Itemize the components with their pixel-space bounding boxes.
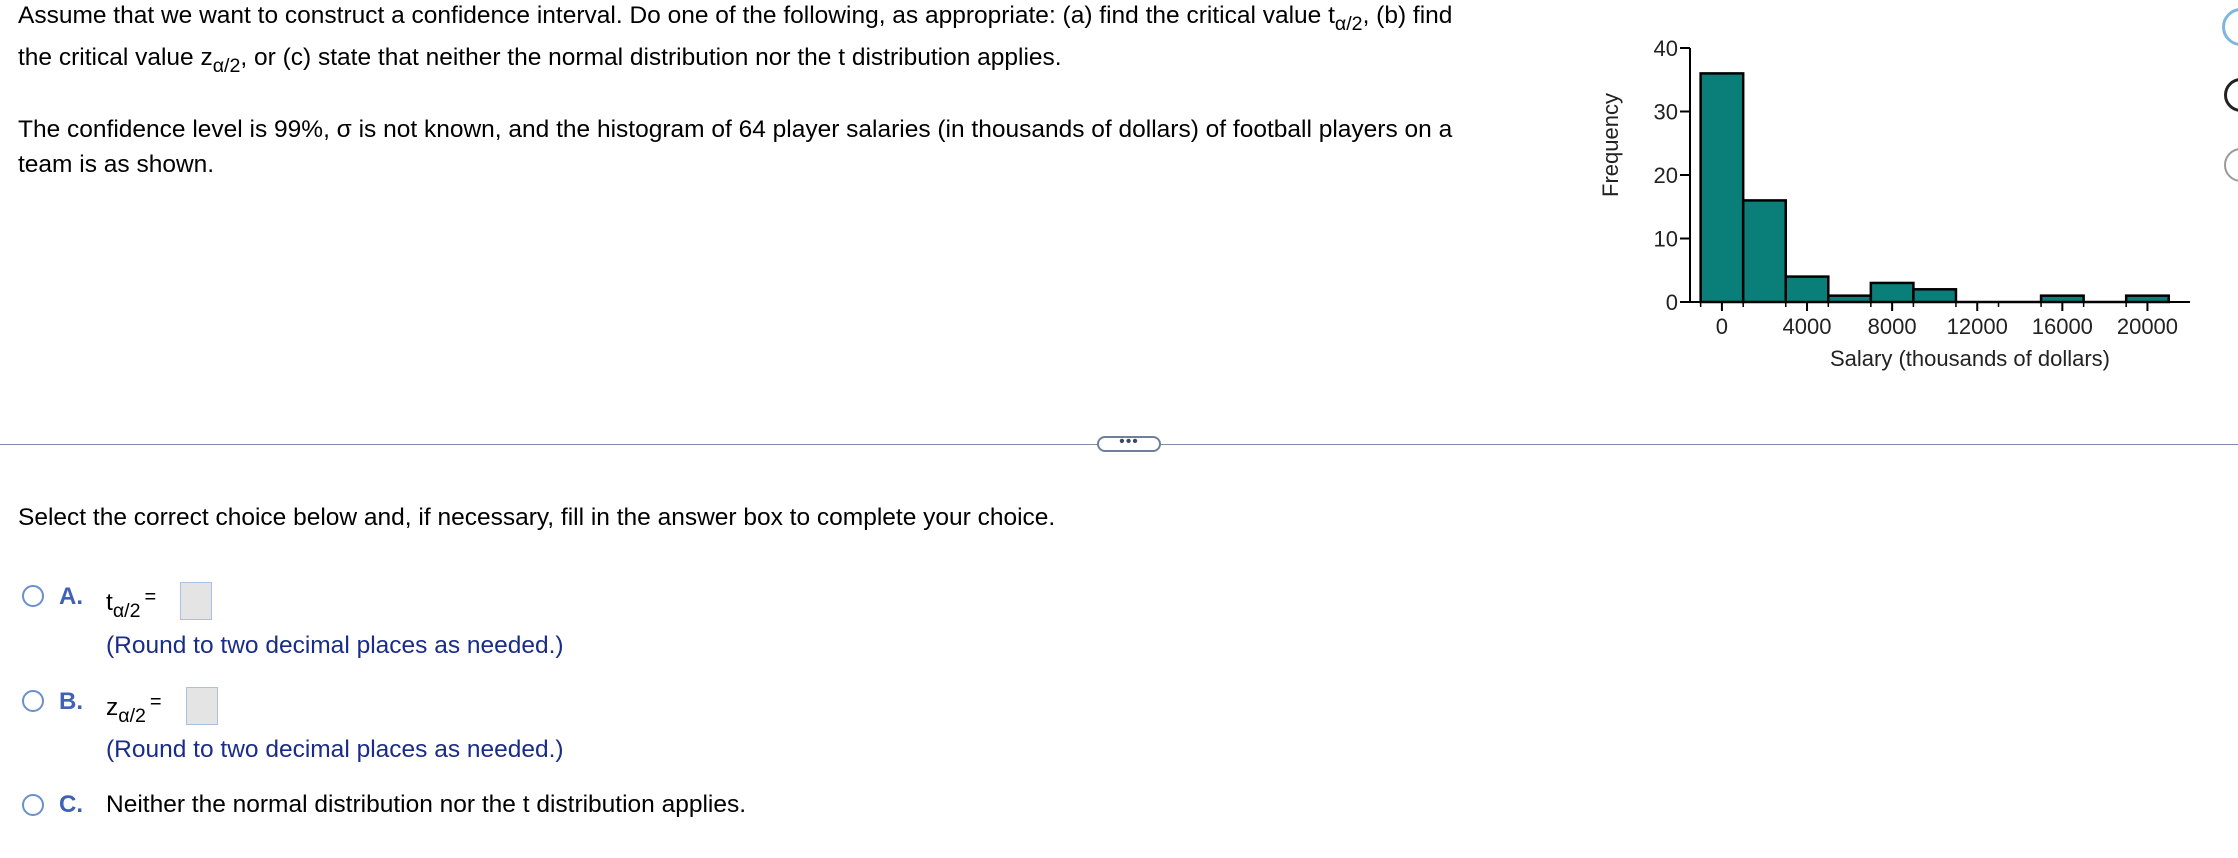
question-line-3-text: The confidence level is 99%, σ is not known, and the histogram of 64 player salaries (in thousands of dollars) of football players on a bbox=[18, 116, 1453, 143]
histogram-bar bbox=[1913, 289, 1956, 302]
y-tick-label: 0 bbox=[1665, 290, 1678, 315]
radio-choice-b[interactable] bbox=[22, 690, 44, 712]
x-tick-label: 16000 bbox=[2031, 314, 2093, 339]
x-tick-label: 8000 bbox=[1867, 314, 1917, 339]
choice-b-variable: z bbox=[106, 694, 119, 721]
x-tick-label: 12000 bbox=[1946, 314, 2008, 339]
x-tick-label: 0 bbox=[1715, 314, 1729, 339]
radio-choice-a[interactable] bbox=[22, 585, 44, 607]
ellipsis-icon: ••• bbox=[1119, 433, 1139, 450]
choice-b-subscript: α/2 bbox=[118, 704, 146, 727]
subscript-alpha-half: α/2 bbox=[1334, 12, 1363, 35]
choice-b-letter: B. bbox=[59, 688, 83, 715]
x-tick-label: 4000 bbox=[1782, 314, 1832, 339]
salary-histogram bbox=[1580, 28, 2210, 388]
choice-b-hint: (Round to two decimal places as needed.) bbox=[106, 736, 564, 763]
answer-box-a[interactable] bbox=[180, 582, 212, 620]
radio-choice-c[interactable] bbox=[22, 794, 44, 816]
y-tick-label: 40 bbox=[1653, 36, 1678, 61]
question-line-1-tail: , (b) find bbox=[1362, 2, 1453, 29]
choice-a-equals: = bbox=[144, 586, 157, 608]
question-line-2-tail: , or (c) state that neither the normal distribution nor the t distribution applies. bbox=[240, 44, 1062, 71]
choice-a-hint: (Round to two decimal places as needed.) bbox=[106, 632, 564, 659]
question-line-1-text: Assume that we want to construct a confidence interval. Do one of the following, as appropriate: (a) find the critical value t bbox=[18, 2, 1335, 29]
choice-a-subscript: α/2 bbox=[112, 599, 141, 622]
print-icon[interactable] bbox=[2224, 148, 2238, 182]
question-line-2-text: the critical value z bbox=[18, 44, 213, 71]
x-axis-title: Salary (thousands of dollars) bbox=[1829, 346, 2111, 371]
y-tick-label: 10 bbox=[1653, 226, 1678, 252]
histogram-bar bbox=[1786, 277, 1829, 302]
choice-a-variable: t bbox=[106, 589, 113, 616]
choice-c-letter: C. bbox=[59, 791, 83, 818]
histogram-bar bbox=[1871, 283, 1914, 302]
histogram-bar bbox=[1701, 73, 1744, 302]
y-tick-label: 20 bbox=[1653, 163, 1678, 188]
y-axis-title: Frequency bbox=[1598, 93, 1623, 197]
question-line-4-text: team is as shown. bbox=[18, 151, 215, 178]
instruction-text: Select the correct choice below and, if necessary, fill in the answer box to complete your choice. bbox=[18, 504, 1056, 531]
choice-c-text: Neither the normal distribution nor the t distribution applies. bbox=[106, 791, 747, 818]
y-tick-label: 30 bbox=[1653, 99, 1678, 125]
choice-b-expression bbox=[106, 691, 162, 727]
help-icon[interactable] bbox=[2222, 8, 2238, 46]
expand-more-button[interactable] bbox=[1097, 433, 1161, 452]
tool-icon[interactable] bbox=[2224, 78, 2238, 112]
x-tick-label: 20000 bbox=[2116, 314, 2179, 339]
choice-a-letter: A. bbox=[59, 583, 83, 610]
subscript-alpha-half: α/2 bbox=[212, 54, 241, 77]
answer-box-b[interactable] bbox=[186, 687, 218, 725]
choice-a-expression bbox=[106, 586, 157, 622]
choice-b-equals: = bbox=[149, 691, 162, 713]
histogram-bar bbox=[1743, 200, 1786, 302]
